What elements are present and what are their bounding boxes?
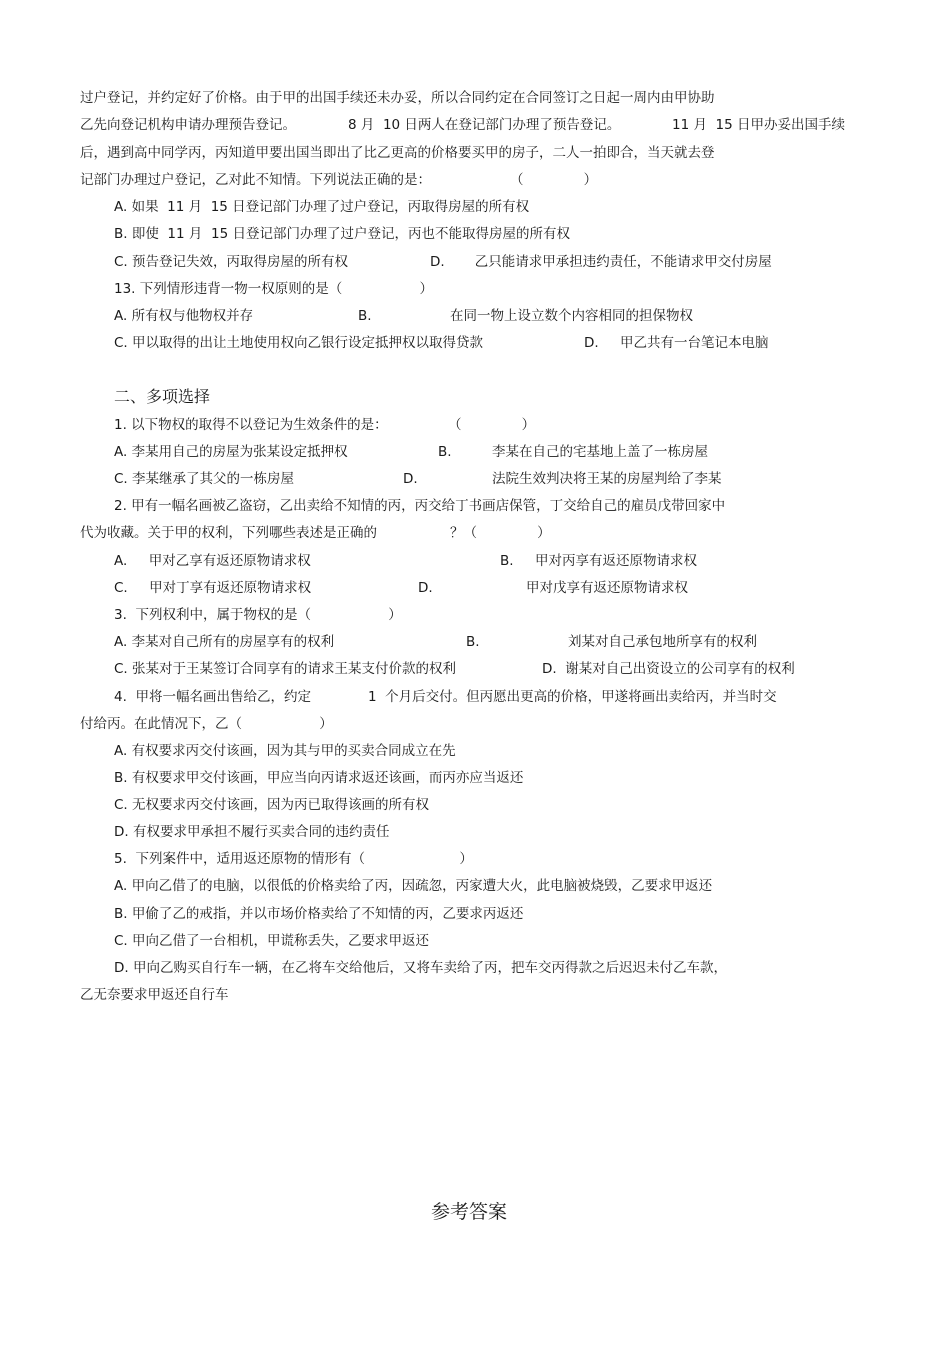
option-d: 甲乙共有一台笔记本电脑 bbox=[620, 335, 769, 351]
option-c: C. 甲以取得的出让土地使用权向乙银行设定抵押权以取得贷款 bbox=[114, 335, 484, 351]
answer-blank: （ ） bbox=[448, 417, 536, 433]
question-text-line: 2. 甲有一幅名画被乙盗窃，乙出卖给不知情的丙，丙交给丁书画店保管，丁交给自己的雇员戊带回家中 bbox=[114, 498, 726, 514]
question-text-line: 付给丙。在此情况下，乙（ ） bbox=[80, 716, 333, 732]
option-c: C. 李某继承了其父的一栋房屋 bbox=[114, 471, 295, 487]
section-heading: 二、多项选择 bbox=[114, 387, 211, 406]
option-b: B. 有权要求甲交付该画，甲应当向丙请求返还该画，而丙亦应当返还 bbox=[114, 770, 524, 786]
option-b: 在同一物上设立数个内容相同的担保物权 bbox=[450, 308, 693, 324]
option-a: A. 如果 11 月 15 日登记部门办理了过户登记，丙取得房屋的所有权 bbox=[114, 199, 530, 215]
option-d: D. 乙只能请求甲承担违约责任，不能请求甲交付房屋 bbox=[430, 254, 772, 270]
answer-blank: ？（ ） bbox=[450, 525, 551, 541]
option-d: 法院生效判决将王某的房屋判给了李某 bbox=[492, 471, 722, 487]
answer-blank: （ ） bbox=[510, 172, 598, 188]
question-text-line: 乙先向登记机构申请办理预告登记。 bbox=[80, 117, 296, 133]
question-text-line: 1 个月后交付。但丙愿出更高的价格，甲遂将画出卖给丙，并当时交 bbox=[368, 689, 777, 705]
question-stem: 1. 以下物权的取得不以登记为生效条件的是： bbox=[114, 417, 388, 433]
option-b: B. 即使 11 月 15 日登记部门办理了过户登记，丙也不能取得房屋的所有权 bbox=[114, 226, 570, 242]
option-b: B. 甲对丙享有返还原物请求权 bbox=[500, 553, 698, 569]
question-text-line: 后，遇到高中同学丙，丙知道甲要出国当即出了比乙更高的价格要买甲的房子，二人一拍即合，当天就去登 bbox=[80, 145, 715, 161]
question-text-line: 8 月 10 日两人在登记部门办理了预告登记。 bbox=[348, 117, 621, 133]
option-d: D. 有权要求甲承担不履行买卖合同的违约责任 bbox=[114, 824, 390, 840]
question-stem: 13. 下列情形违背一物一权原则的是（ ） bbox=[114, 281, 434, 297]
option-d: 甲对戊享有返还原物请求权 bbox=[526, 580, 688, 596]
option-b-letter: B. bbox=[466, 634, 480, 650]
option-c: C. 预告登记失效，丙取得房屋的所有权 bbox=[114, 254, 349, 270]
option-d: D. 甲向乙购买自行车一辆，在乙将车交给他后，又将车卖给了丙，把车交丙得款之后迟迟未付乙车款， bbox=[114, 960, 727, 976]
option-d-letter: D. bbox=[418, 580, 433, 596]
option-a: A. 李某对自己所有的房屋享有的权利 bbox=[114, 634, 335, 650]
option-b-letter: B. bbox=[438, 444, 452, 460]
option-b: 刘某对自己承包地所享有的权利 bbox=[568, 634, 757, 650]
option-b: 李某在自己的宅基地上盖了一栋房屋 bbox=[492, 444, 708, 460]
option-b-letter: B. bbox=[358, 308, 372, 324]
option-c: C. 甲对丁享有返还原物请求权 bbox=[114, 580, 312, 596]
option-d: D. 谢某对自己出资设立的公司享有的权利 bbox=[542, 661, 795, 677]
question-text-line: 11 月 15 日甲办妥出国手续 bbox=[672, 117, 846, 133]
option-a: A. 所有权与他物权并存 bbox=[114, 308, 254, 324]
option-a: A. 有权要求丙交付该画，因为其与甲的买卖合同成立在先 bbox=[114, 743, 456, 759]
option-c: C. 无权要求丙交付该画，因为丙已取得该画的所有权 bbox=[114, 797, 430, 813]
option-d-letter: D. bbox=[403, 471, 418, 487]
option-c: C. 甲向乙借了一台相机，甲谎称丢失，乙要求甲返还 bbox=[114, 933, 430, 949]
option-d-continued: 乙无奈要求甲返还自行车 bbox=[80, 987, 229, 1003]
option-a: A. 甲对乙享有返还原物请求权 bbox=[114, 553, 311, 569]
option-a: A. 李某用自己的房屋为张某设定抵押权 bbox=[114, 444, 348, 460]
question-stem: 3. 下列权利中，属于物权的是（ ） bbox=[114, 607, 402, 623]
question-text-line: 过户登记，并约定好了价格。由于甲的出国手续还未办妥，所以合同约定在合同签订之日起一周内由甲协助 bbox=[80, 90, 715, 106]
option-c: C. 张某对于王某签订合同享有的请求王某支付价款的权利 bbox=[114, 661, 457, 677]
answers-heading: 参考答案 bbox=[431, 1201, 508, 1223]
question-text-line: 4. 甲将一幅名画出售给乙，约定 bbox=[114, 689, 311, 705]
option-a: A. 甲向乙借了的电脑，以很低的价格卖给了丙，因疏忽，丙家遭大火，此电脑被烧毁，乙要求甲返还 bbox=[114, 878, 713, 894]
question-text-line: 代为收藏。关于甲的权利，下列哪些表述是正确的 bbox=[80, 525, 377, 541]
question-text-line: 记部门办理过户登记，乙对此不知情。下列说法正确的是： bbox=[80, 172, 431, 188]
option-b: B. 甲偷了乙的戒指，并以市场价格卖给了不知情的丙，乙要求丙返还 bbox=[114, 906, 524, 922]
option-d-letter: D. bbox=[584, 335, 599, 351]
question-stem: 5. 下列案件中，适用返还原物的情形有（ ） bbox=[114, 851, 473, 867]
